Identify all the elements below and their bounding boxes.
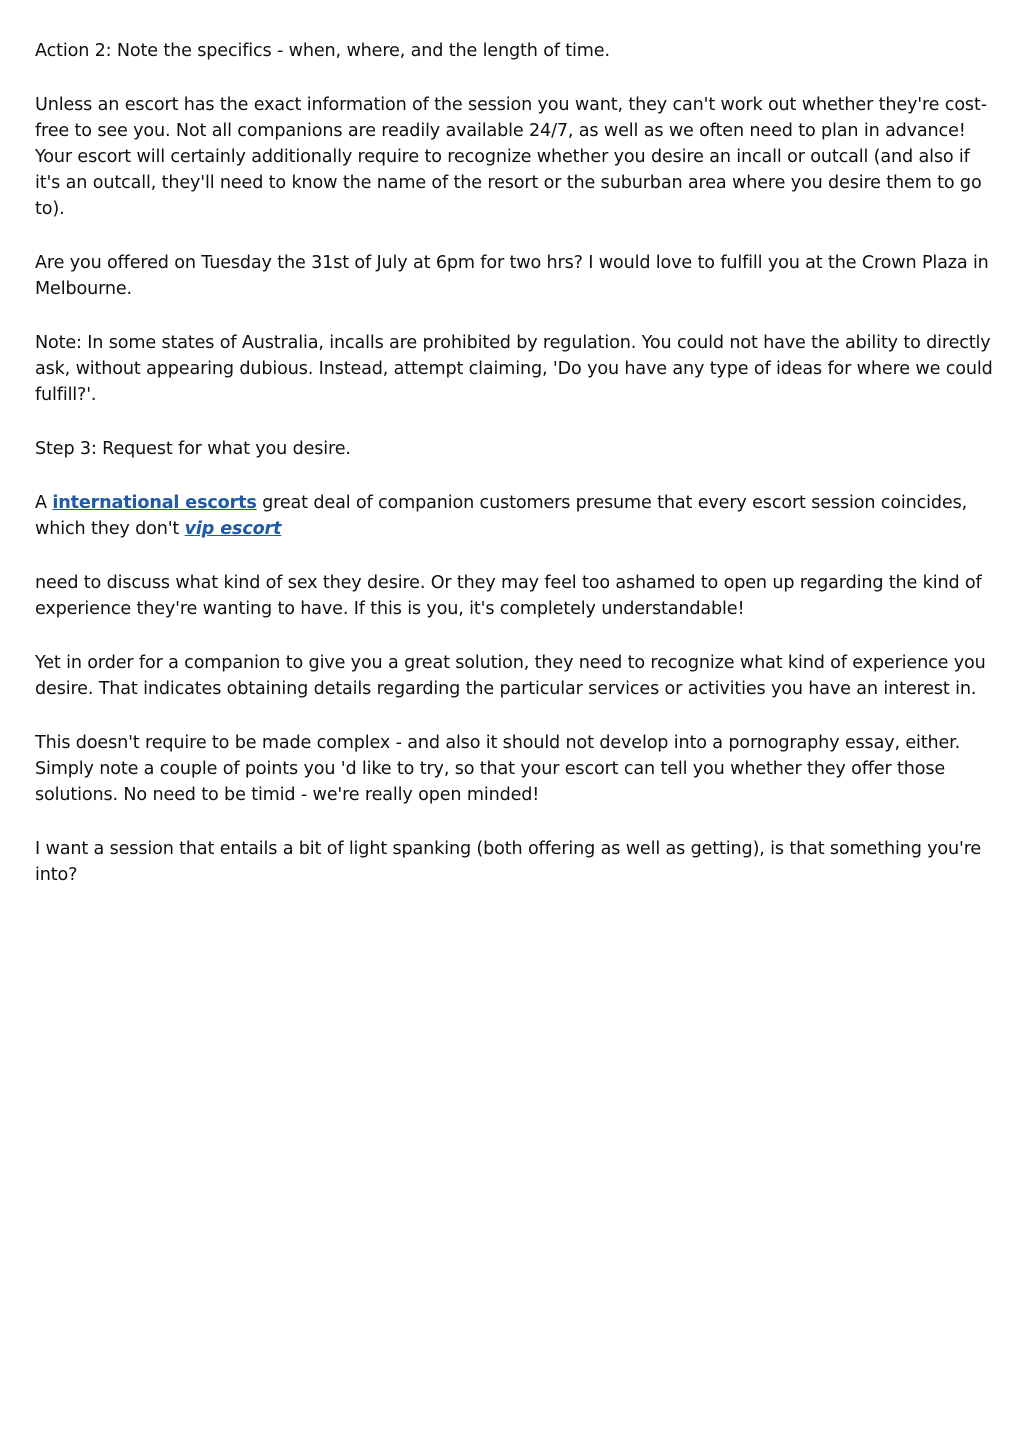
paragraph-text-middle: great deal of companion customers presume that every escort session coincides, which they don't xyxy=(35,493,968,539)
paragraph-with-links xyxy=(35,490,995,542)
paragraph-text-before: A xyxy=(35,493,53,513)
paragraph-example-session: I want a session that entails a bit of light spanking (both offering as well as getting), is that something you're into? xyxy=(35,839,982,885)
paragraph-step-3: Step 3: Request for what you desire. xyxy=(35,439,351,459)
paragraph-action-2: Action 2: Note the specifics - when, where, and the length of time. xyxy=(35,41,610,61)
paragraph-example-request: Are you offered on Tuesday the 31st of July at 6pm for two hrs? I would love to fulfill you at the Crown Plaza in Melbourne. xyxy=(35,253,989,299)
paragraph-great-solution: Yet in order for a companion to give you a great solution, they need to recognize what kind of experience you desire. That indicates obtaining details regarding the particular services or activities you have an interest in. xyxy=(35,653,986,699)
document-body xyxy=(35,38,995,916)
link-international-escorts[interactable]: international escorts xyxy=(52,493,257,513)
paragraph-note-australia: Note: In some states of Australia, incalls are prohibited by regulation. You could not have the ability to directly ask, without appearing dubious. Instead, attempt claiming, 'Do you have any type of ideas for where we could fulfill?'. xyxy=(35,333,993,405)
paragraph-discuss-experience: need to discuss what kind of sex they desire. Or they may feel too ashamed to open up regarding the kind of experience they're wanting to have. If this is you, it's completely understandable! xyxy=(35,573,982,619)
paragraph-not-complex: This doesn't require to be made complex - and also it should not develop into a pornography essay, either. Simply note a couple of points you 'd like to try, so that your escort can tell you whether they offer those solutions. No need to be timid - we're really open minded! xyxy=(35,733,961,805)
link-vip-escort[interactable]: vip escort xyxy=(184,519,282,539)
paragraph-session-details: Unless an escort has the exact information of the session you want, they can't work out whether they're cost-free to see you. Not all companions are readily available 24/7, as well as we often need to plan in advance! Your escort will certainly additionally require to recognize whether you desire an incall or outcall (and also if it's an outcall, they'll need to know the name of the resort or the suburban area where you desire them to go to). xyxy=(35,95,987,219)
